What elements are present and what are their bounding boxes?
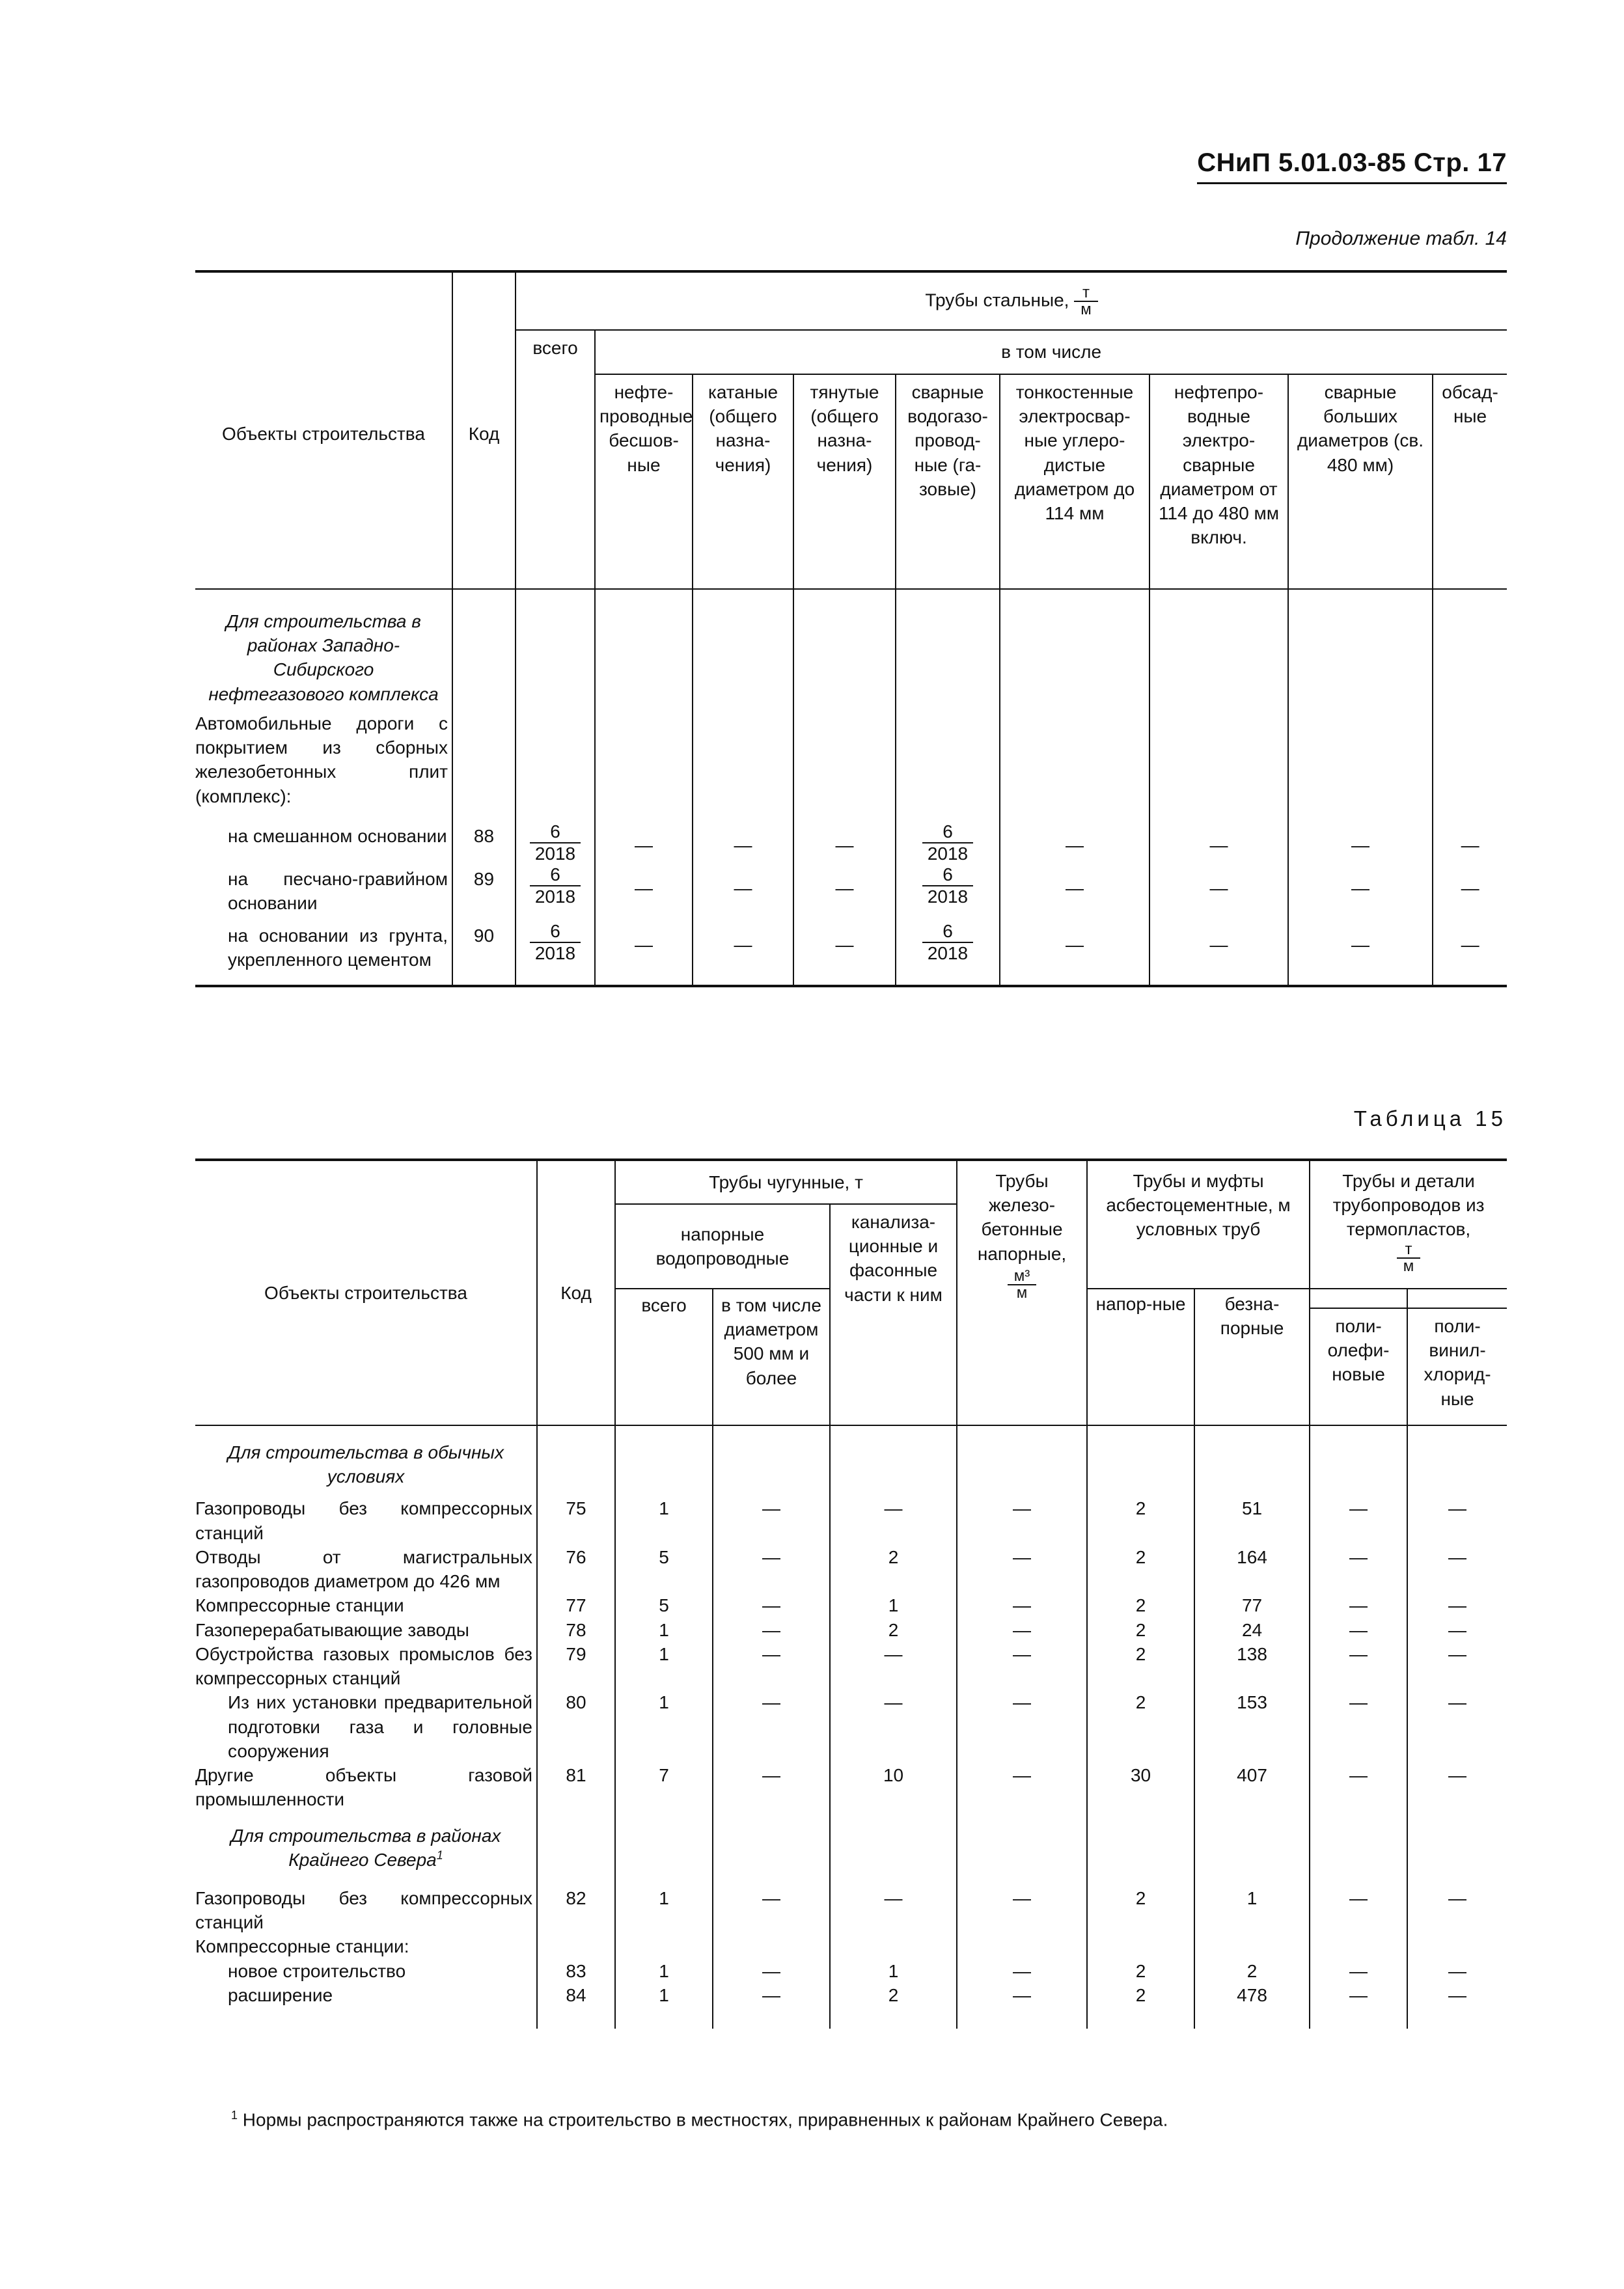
fraction-value: $\frac{6}{2018}$ — [922, 921, 973, 964]
nonpressure-header: безна-порные — [1220, 1294, 1284, 1339]
cell: — — [1288, 864, 1433, 920]
cell: — — [1288, 821, 1433, 864]
cell: 1 — [615, 1886, 713, 1934]
thermoplastic-header: Трубы и детали трубопроводов из термопластов, — [1332, 1171, 1485, 1240]
row-code: 77 — [537, 1593, 615, 1617]
row-code — [537, 1934, 615, 1958]
fraction-value: $\frac{6}{2018}$ — [530, 864, 581, 907]
table-row — [195, 1593, 1507, 1617]
cell: — — [1149, 864, 1288, 920]
cell: — — [595, 821, 693, 864]
cell: — — [1149, 921, 1288, 986]
row-code: 84 — [537, 1983, 615, 2029]
cell: 7 — [615, 1763, 713, 1818]
cell: — — [1310, 1642, 1407, 1690]
cell: 51 — [1194, 1496, 1310, 1544]
cell: — — [957, 1983, 1087, 2029]
cell: 2 — [1087, 1545, 1194, 1593]
steel-pipes-header: Трубы стальные, — [925, 289, 1069, 310]
cell: — — [957, 1618, 1087, 1642]
cell: — — [830, 1496, 957, 1544]
row-name: Отводы от магистральных газопроводов диаметром до 426 мм — [195, 1546, 532, 1592]
col-code-header: Код — [560, 1282, 592, 1303]
table-row — [195, 864, 1507, 920]
pressure-header: напор-ные — [1095, 1294, 1186, 1314]
cell: — — [1407, 1983, 1507, 2029]
header-underline — [1197, 182, 1507, 184]
cell: 77 — [1194, 1593, 1310, 1617]
cell: — — [1310, 1886, 1407, 1934]
cell: 2 — [830, 1545, 957, 1593]
cell: — — [1000, 864, 1149, 920]
pressure-water-header: напорные водопроводные — [655, 1224, 790, 1268]
cell: — — [1288, 921, 1433, 986]
cell: 2 — [830, 1618, 957, 1642]
cell: — — [1310, 1983, 1407, 2029]
doc-reference: СНиП 5.01.03-85 Стр. 17 — [1197, 148, 1507, 177]
row-code: 88 — [452, 821, 516, 864]
row-code: 90 — [452, 921, 516, 986]
row-code: 79 — [537, 1642, 615, 1690]
cell: 10 — [830, 1763, 957, 1818]
cell: — — [1000, 821, 1149, 864]
row-name: расширение — [228, 1984, 333, 2005]
polyolefin-header: поли-олефи-новые — [1327, 1316, 1390, 1385]
sub-col-header: тянутые (общего назна-чения) — [793, 374, 896, 589]
cast-iron-header: Трубы чугунные, т — [709, 1172, 863, 1192]
table-row — [195, 1618, 1507, 1642]
cell: — — [957, 1593, 1087, 1617]
cell: 478 — [1194, 1983, 1310, 2029]
col-objects-header: Объекты строительства — [264, 1282, 467, 1303]
cell: — — [1407, 1959, 1507, 1983]
cell: — — [1310, 1763, 1407, 1818]
footnote-mark: 1 — [231, 2109, 238, 2122]
cell: 24 — [1194, 1618, 1310, 1642]
sub-col-header: тонкостенные электросвар-ные углеро-дистые диаметром до 114 мм — [1000, 374, 1149, 589]
cell: 407 — [1194, 1763, 1310, 1818]
cell: 1 — [615, 1690, 713, 1763]
cell: — — [957, 1886, 1087, 1934]
table-row — [195, 1886, 1507, 1934]
sub-col-header: нефте-проводные бесшов-ные — [595, 374, 693, 589]
cell: — — [1000, 921, 1149, 986]
row-code: 80 — [537, 1690, 615, 1763]
incl-500-header: в том числе диаметром 500 мм и более — [721, 1295, 821, 1388]
sub-col-header: сварные больших диаметров (св. 480 мм) — [1288, 374, 1433, 589]
subsection-text: Автомобильные дороги с покрытием из сборных железобетонных плит (комплекс): — [195, 713, 448, 806]
sub-col-header: сварные водогазо-провод-ные (га-зовые) — [896, 374, 1000, 589]
cell: — — [713, 1690, 830, 1763]
reinforced-unit: $\frac{\text{м³}}{м}$ — [1008, 1268, 1037, 1301]
cell: 30 — [1087, 1763, 1194, 1818]
table-15 — [195, 1158, 1507, 2029]
cell: — — [793, 864, 896, 920]
row-code: 75 — [537, 1496, 615, 1544]
cell: — — [830, 1690, 957, 1763]
cell: — — [1407, 1593, 1507, 1617]
cell: — — [957, 1545, 1087, 1593]
continuation-label: Продолжение табл. 14 — [1295, 228, 1507, 249]
steel-pipes-unit: $\frac{т}{м}$ — [1074, 285, 1098, 318]
footnote — [231, 2109, 1168, 2130]
cell: — — [957, 1642, 1087, 1690]
cell: — — [693, 864, 793, 920]
table-row — [195, 1763, 1507, 1818]
cell: — — [693, 921, 793, 986]
row-name: на песчано-гравийном основании — [228, 869, 448, 914]
cell: — — [595, 864, 693, 920]
cell: 5 — [615, 1593, 713, 1617]
sub-col-header: катаные (общего назна-чения) — [693, 374, 793, 589]
cell: 1 — [1194, 1886, 1310, 1934]
cell: — — [1310, 1959, 1407, 1983]
row-code: 89 — [452, 864, 516, 920]
cell: — — [1433, 864, 1507, 920]
cell: — — [713, 1593, 830, 1617]
row-name: Газопроводы без компрессорных станций — [195, 1887, 532, 1933]
cell: — — [713, 1763, 830, 1818]
cell: — — [957, 1763, 1087, 1818]
cell: — — [1407, 1763, 1507, 1818]
cell: 1 — [830, 1593, 957, 1617]
table-row — [195, 921, 1507, 986]
table-row — [195, 821, 1507, 864]
total-header: всего — [641, 1295, 687, 1315]
table-14 — [195, 270, 1507, 987]
cell: 1 — [615, 1959, 713, 1983]
row-name: Газоперерабатывающие заводы — [195, 1619, 469, 1640]
table-row — [195, 1642, 1507, 1690]
col-total-header: всего — [532, 338, 578, 358]
cell: — — [1407, 1618, 1507, 1642]
fraction-value: $\frac{6}{2018}$ — [922, 821, 973, 864]
cell: — — [693, 821, 793, 864]
cell: 2 — [1087, 1593, 1194, 1617]
section-title: Для строительства в обычных условиях — [228, 1442, 504, 1487]
cell: 5 — [615, 1545, 713, 1593]
cell: — — [957, 1959, 1087, 1983]
cell: 1 — [830, 1959, 957, 1983]
fraction-value: $\frac{6}{2018}$ — [530, 821, 581, 864]
cell: — — [1407, 1690, 1507, 1763]
cell: — — [1310, 1496, 1407, 1544]
cell: — — [1310, 1593, 1407, 1617]
cell: 153 — [1194, 1690, 1310, 1763]
row-name: на смешанном основании — [228, 825, 447, 846]
cell: — — [1407, 1642, 1507, 1690]
cell: — — [1149, 821, 1288, 864]
including-header: в том числе — [1001, 342, 1102, 363]
table-row — [195, 1496, 1507, 1544]
cell: 2 — [1087, 1983, 1194, 2029]
row-name: на основании из грунта, укрепленного цементом — [195, 921, 452, 986]
row-code: 81 — [537, 1763, 615, 1818]
cell: — — [957, 1496, 1087, 1544]
row-name: Из них установки предварительной подготовки газа и головные сооружения — [228, 1692, 532, 1761]
cell: 2 — [1087, 1886, 1194, 1934]
fraction-value: $\frac{6}{2018}$ — [922, 864, 973, 907]
cell: — — [713, 1545, 830, 1593]
cell: — — [713, 1496, 830, 1544]
cell: — — [595, 921, 693, 986]
cell: 138 — [1194, 1642, 1310, 1690]
cell: — — [713, 1642, 830, 1690]
thermoplastic-unit: $\frac{т}{м}$ — [1397, 1242, 1421, 1274]
sub-col-header: нефтепро-водные электро-сварные диаметром от 114 до 480 мм включ. — [1149, 374, 1288, 589]
section-title: Для строительства в районах Крайнего Севера$^1$ — [230, 1825, 501, 1870]
cell: 2 — [1194, 1959, 1310, 1983]
cell: 1 — [615, 1642, 713, 1690]
cell: — — [1433, 821, 1507, 864]
cell: 2 — [1087, 1496, 1194, 1544]
table-row — [195, 1690, 1507, 1763]
cell: — — [957, 1690, 1087, 1763]
cell: — — [1310, 1690, 1407, 1763]
cell: 2 — [830, 1983, 957, 2029]
cell: 1 — [615, 1983, 713, 2029]
row-name: Компрессорные станции — [195, 1595, 404, 1616]
cell: — — [1433, 921, 1507, 986]
section-title: Для строительства в районах Западно-Сибирского нефтегазового комплекса — [208, 611, 439, 704]
cell: — — [1310, 1545, 1407, 1593]
cell: — — [713, 1618, 830, 1642]
col-objects-header: Объекты строительства — [222, 423, 425, 444]
cell: — — [793, 921, 896, 986]
cell: 2 — [1087, 1642, 1194, 1690]
table-row — [195, 1545, 1507, 1593]
table-row — [195, 1934, 1507, 1958]
row-code: 83 — [537, 1959, 615, 1983]
row-name: Газопроводы без компрессорных станций — [195, 1498, 532, 1543]
table-row — [195, 1983, 1507, 2029]
sewer-header: канализа-ционные и фасонные части к ним — [844, 1212, 943, 1305]
cell: 2 — [1087, 1690, 1194, 1763]
footnote-text: Нормы распространяются также на строительство в местностях, приравненных к районам Крайнего Севера. — [242, 2109, 1168, 2130]
page-header — [1197, 148, 1507, 178]
reinforced-header: Трубы железо-бетонные напорные, — [977, 1171, 1067, 1264]
cell: — — [830, 1886, 957, 1934]
cell: — — [1407, 1886, 1507, 1934]
row-name: Обустройства газовых промыслов без компрессорных станций — [195, 1643, 532, 1689]
cell: — — [1407, 1545, 1507, 1593]
table-row — [195, 1959, 1507, 1983]
fraction-value: $\frac{6}{2018}$ — [530, 921, 581, 964]
cell: — — [1310, 1618, 1407, 1642]
row-code: 76 — [537, 1545, 615, 1593]
cell: 1 — [615, 1618, 713, 1642]
cell: 2 — [1087, 1618, 1194, 1642]
cell: — — [713, 1886, 830, 1934]
table-15-caption: Таблица 15 — [1353, 1106, 1507, 1131]
cell: 1 — [615, 1496, 713, 1544]
cell: — — [793, 821, 896, 864]
cell: — — [713, 1983, 830, 2029]
row-code: 78 — [537, 1618, 615, 1642]
asbestos-header: Трубы и муфты асбестоцементные, м условных труб — [1106, 1171, 1291, 1240]
row-name: Другие объекты газовой промышленности — [195, 1765, 532, 1810]
col-code-header: Код — [468, 423, 500, 444]
cell: 2 — [1087, 1959, 1194, 1983]
cell: — — [713, 1959, 830, 1983]
sub-col-header: обсад-ные — [1433, 374, 1507, 589]
row-code: 82 — [537, 1886, 615, 1934]
pvc-header: поли-винил-хлорид-ные — [1424, 1316, 1491, 1409]
row-name: новое строительство — [228, 1960, 406, 1981]
row-name: Компрессорные станции: — [195, 1936, 409, 1957]
cell: — — [830, 1642, 957, 1690]
cell: — — [1407, 1496, 1507, 1544]
cell: 164 — [1194, 1545, 1310, 1593]
